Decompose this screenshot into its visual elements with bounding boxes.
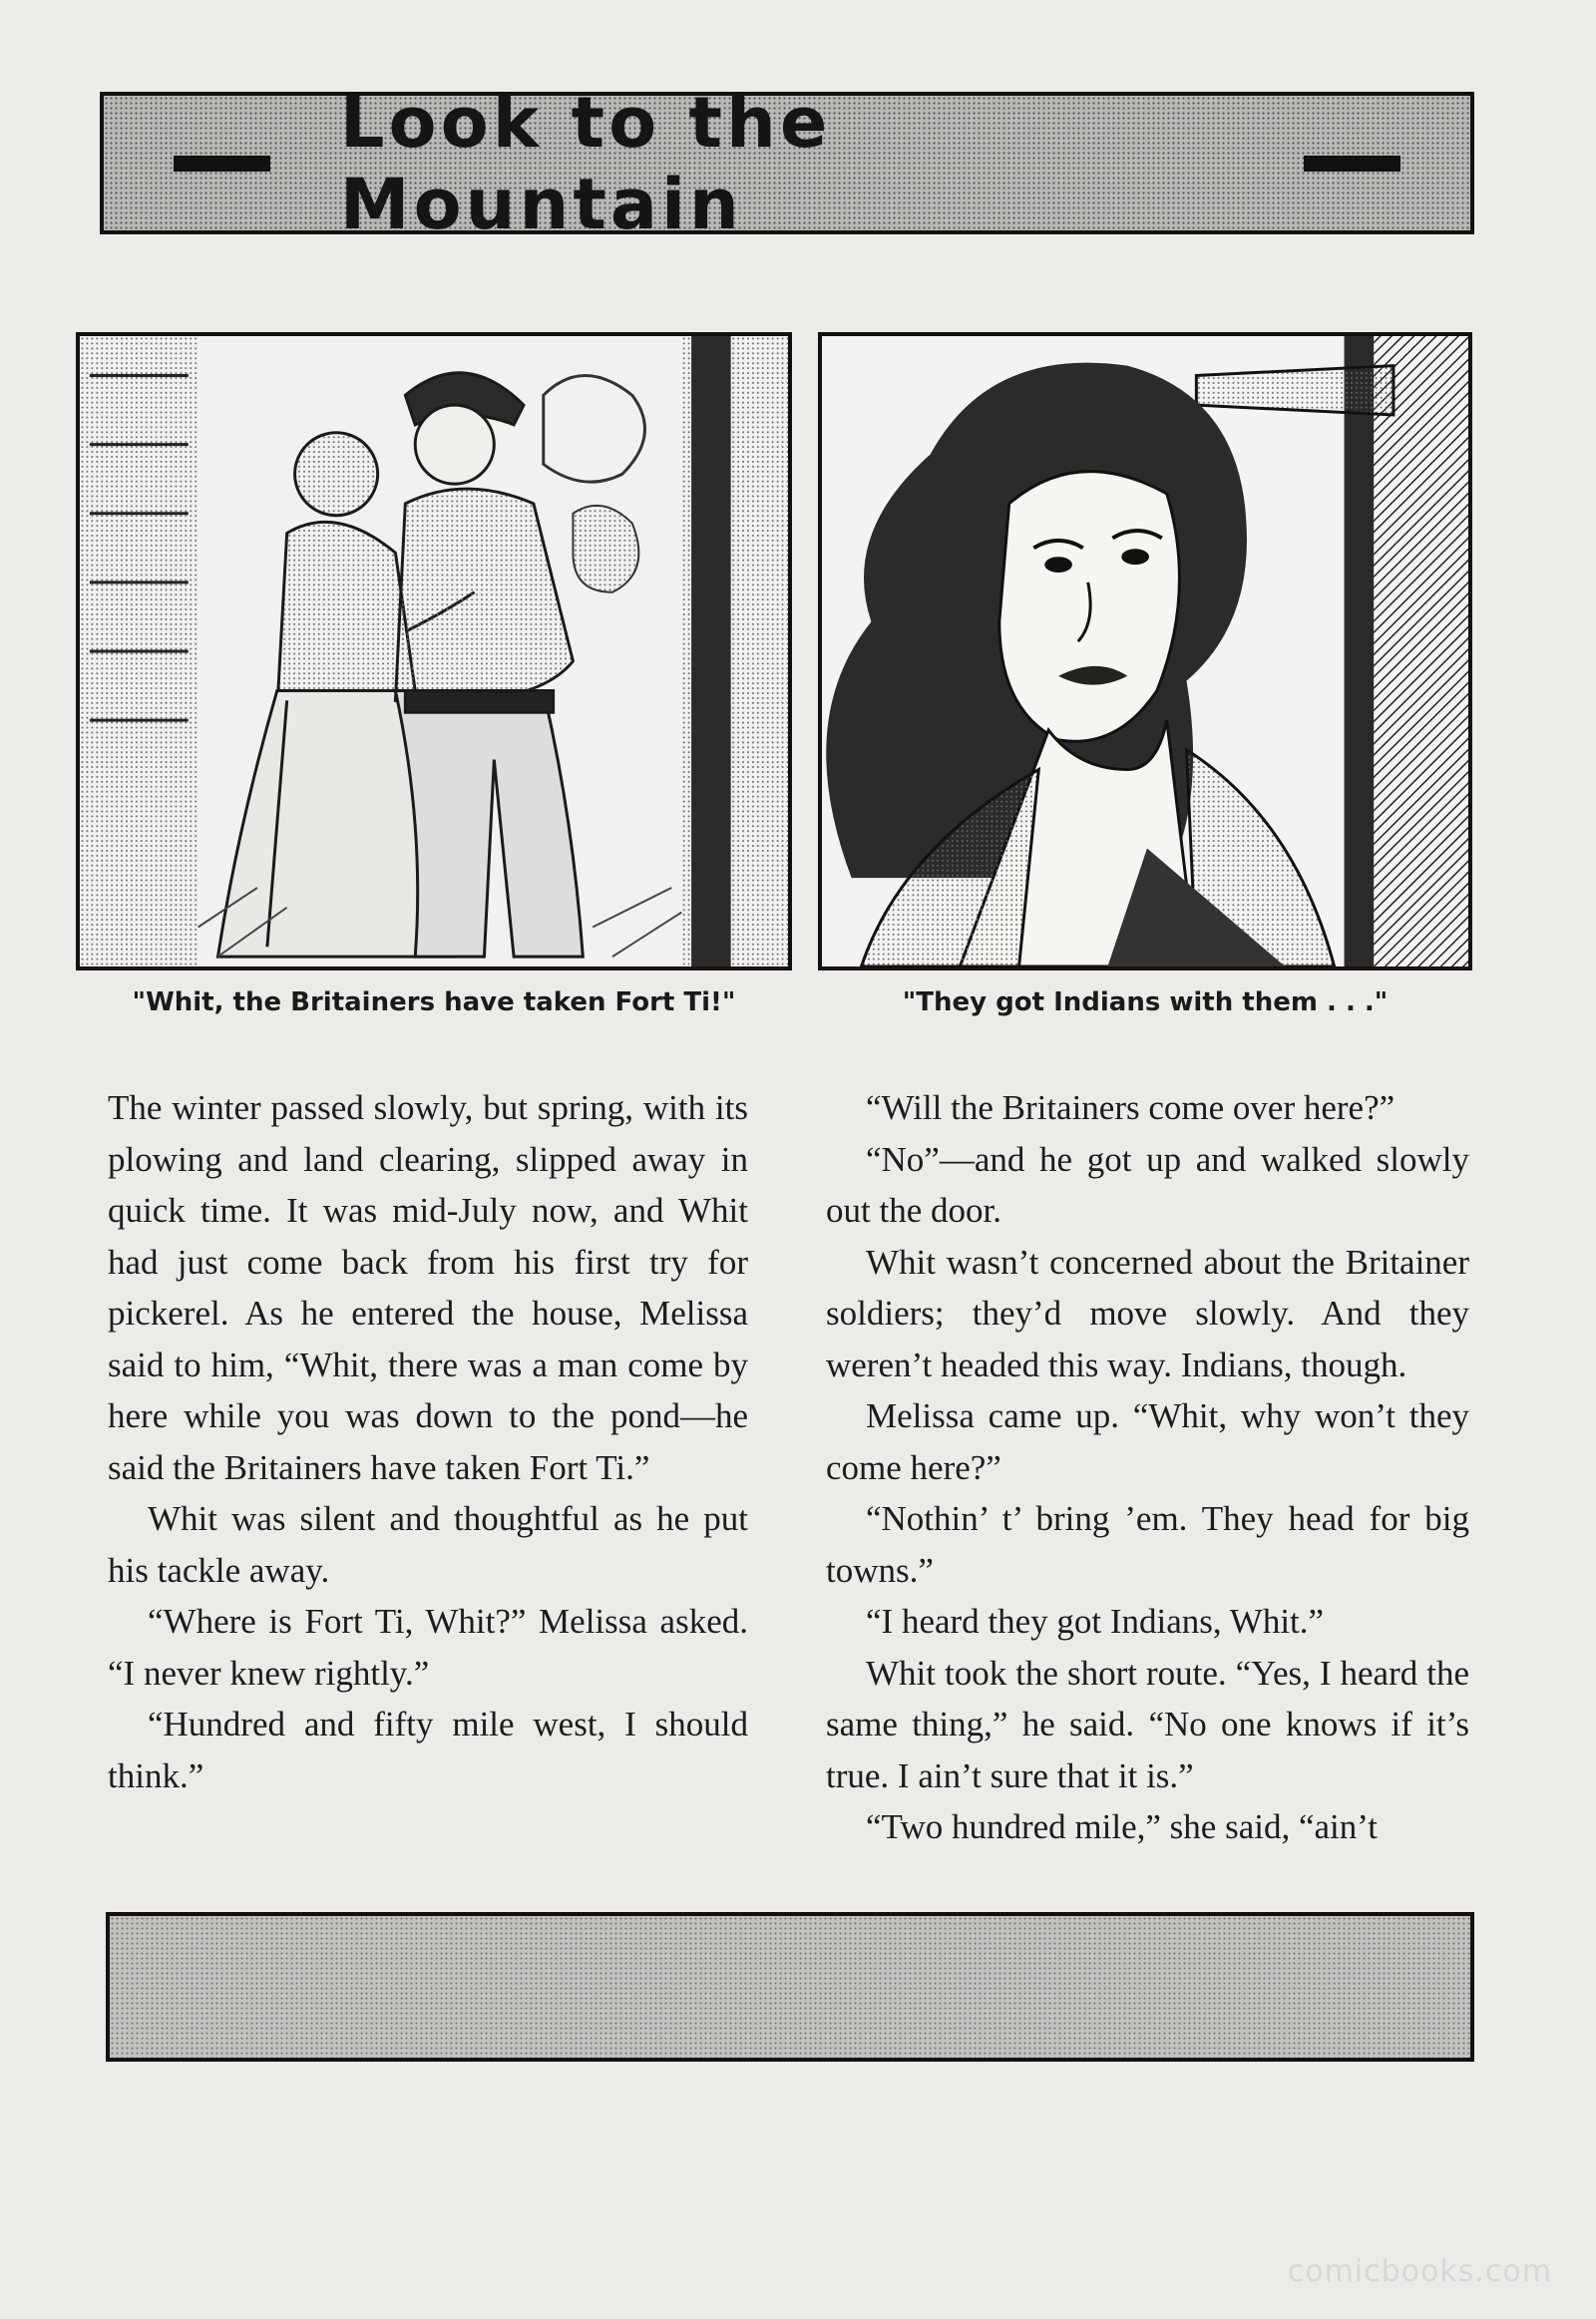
title-dash-left: [174, 156, 270, 172]
title-banner: [100, 81, 1474, 245]
caption-melissa: "They got Indians with them . . .": [902, 987, 1389, 1017]
paragraph: “Will the Britainers come over here?”: [866, 1088, 1396, 1127]
watermark: comicbooks.com: [1287, 2254, 1552, 2289]
paragraph: “No”—and he got up and walked slowly out the door.: [826, 1139, 1469, 1230]
text-column-right: [826, 1082, 1469, 1853]
paragraph: Whit took the short route. “Yes, I heard the same thing,” he said. “No one knows if it’s true. I ain’t sure that it is.”: [826, 1653, 1469, 1795]
page-title: Look to the Mountain: [339, 81, 832, 245]
title-dash-right: [1304, 156, 1400, 172]
illustration-couple: [76, 332, 792, 970]
paragraph: “Nothin’ t’ bring ’em. They head for big towns.”: [826, 1499, 1469, 1590]
illustration-melissa: [818, 332, 1472, 970]
illustration-melissa-drawing: [822, 336, 1468, 966]
caption-couple: "Whit, the Britainers have taken Fort Ti!": [132, 987, 736, 1017]
footer-shaded-box: [106, 1912, 1474, 2062]
illustration-couple-drawing: [80, 336, 788, 966]
paragraph: “I heard they got Indians, Whit.”: [866, 1602, 1325, 1641]
paragraph: The winter passed slowly, but spring, with its plowing and land clearing, slipped away in quick time. It was mid-July now, and Whit had just come back from his first try for pickerel. As he entered the house, Melissa said to him, “Whit, there was a man come by here while you was down to the pond—he said the Britainers have taken Fort Ti.”: [108, 1088, 748, 1487]
paragraph: “Hundred and fifty mile west, I should think.”: [108, 1705, 748, 1795]
paragraph: “Where is Fort Ti, Whit?” Melissa asked. “I never knew rightly.”: [108, 1602, 748, 1693]
text-column-left: [108, 1082, 748, 1801]
paragraph: Melissa came up. “Whit, why won’t they come here?”: [826, 1396, 1469, 1487]
paragraph: Whit wasn’t concerned about the Britainer soldiers; they’d move slowly. And they weren’t headed this way. Indians, though.: [826, 1242, 1469, 1384]
paragraph: Whit was silent and thoughtful as he put his tackle away.: [108, 1499, 748, 1590]
paragraph: “Two hundred mile,” she said, “ain’t: [866, 1807, 1379, 1846]
